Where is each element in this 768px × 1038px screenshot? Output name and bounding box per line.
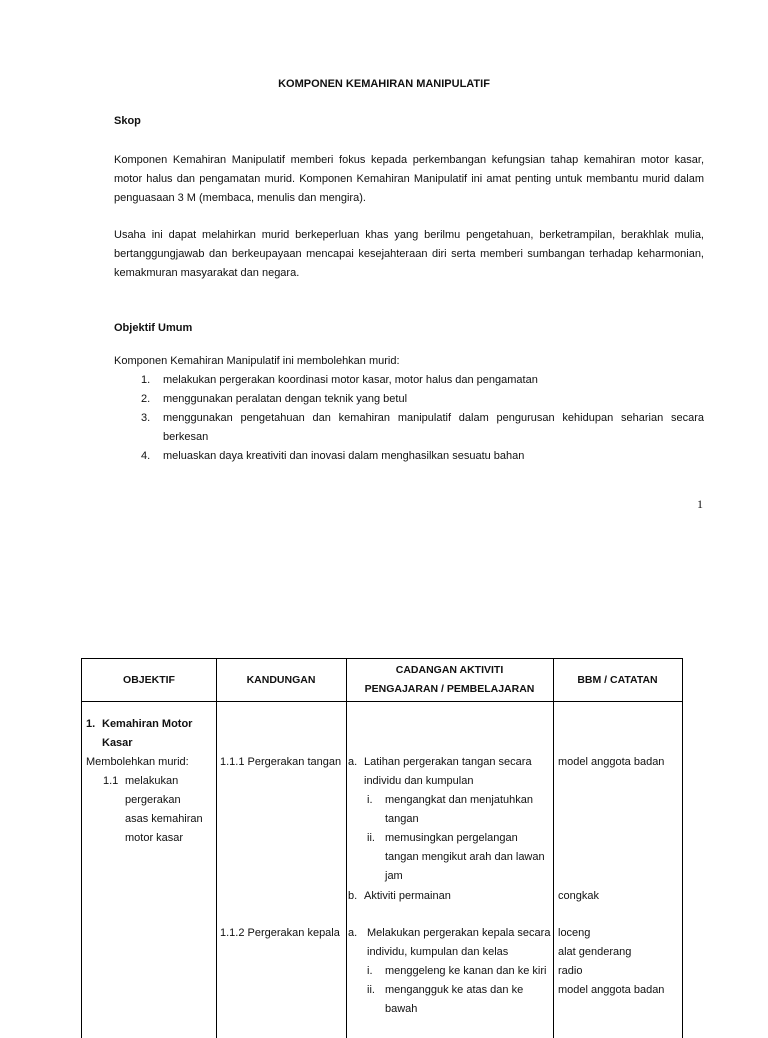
column-divider — [346, 659, 347, 1038]
list-item — [114, 409, 704, 447]
list-item — [114, 390, 704, 409]
objektif-title-line2: Kasar — [102, 737, 133, 749]
header-cadangan-line1: CADANGAN AKTIVITI — [395, 664, 504, 676]
aktiviti-sub-label: i. — [367, 794, 373, 806]
bbm-item: alat genderang — [558, 946, 632, 958]
objektif-intro: Membolehkan murid: — [86, 756, 189, 768]
header-divider — [82, 701, 682, 702]
list-item — [114, 447, 704, 466]
header-bbm-catatan: BBM / CATATAN — [577, 673, 658, 686]
aktiviti-sub-label: ii. — [367, 984, 375, 996]
bbm-item: model anggota badan — [558, 984, 665, 996]
aktiviti-sub-text: tangan mengikut arah dan lawan — [385, 851, 545, 863]
header-cadangan-line2: PENGAJARAN / PEMBELAJARAN — [364, 683, 535, 695]
header-kandungan: KANDUNGAN — [246, 673, 316, 686]
aktiviti-text: individu, kumpulan dan kelas — [367, 946, 509, 958]
bbm-item: congkak — [558, 890, 599, 902]
aktiviti-sub-text: memusingkan pergelangan — [385, 832, 518, 844]
aktiviti-text: individu dan kumpulan — [364, 775, 474, 787]
curriculum-table — [81, 658, 683, 1038]
objektif-sub-line: melakukan — [125, 775, 179, 787]
aktiviti-label: b. — [348, 890, 358, 902]
aktiviti-sub-text: tangan — [385, 813, 419, 825]
objektif-sub-number: 1.1 — [103, 775, 119, 787]
list-item — [114, 371, 704, 390]
skop-paragraph-1: Komponen Kemahiran Manipulatif memberi fokus kepada perkembangan kefungsian tahap kemahiran motor kasar, motor halus dan pengamatan murid. Komponen Kemahiran Manipulatif ini amat penting untuk membantu murid dalam penguasaan 3 M (membaca, menulis dan mengira). — [114, 154, 704, 204]
bbm-item: model anggota badan — [558, 756, 665, 768]
objektif-title-line1: Kemahiran Motor — [102, 718, 193, 730]
list-item-text: menggunakan pengetahuan dan kemahiran manipulatif dalam pengurusan kehidupan seharian secara berkesan — [163, 412, 704, 443]
aktiviti-sub-text: mengangguk ke atas dan ke — [385, 984, 524, 996]
objektif-sub-line: pergerakan — [125, 794, 181, 806]
objektif-umum-intro: Komponen Kemahiran Manipulatif ini membolehkan murid: — [114, 355, 400, 367]
page-number: 1 — [697, 497, 703, 511]
column-divider — [216, 659, 217, 1038]
objektif-umum-list — [114, 371, 704, 466]
aktiviti-label: a. — [348, 756, 358, 768]
skop-paragraph-2: Usaha ini dapat melahirkan murid berkeperluan khas yang berilmu pengetahuan, berketrampilan, berakhlak mulia, bertanggungjawab dan berkeupayaan mencapai kesejahteraan diri serta memberi sumbangan terhadap keharmonian, kemakmuran masyarakat dan negara. — [114, 229, 704, 279]
column-divider — [553, 659, 554, 1038]
kandungan-item: 1.1.1 Pergerakan tangan — [220, 756, 342, 768]
bbm-item: radio — [558, 965, 583, 977]
aktiviti-sub-label: ii. — [367, 832, 375, 844]
bbm-item: loceng — [558, 927, 591, 939]
aktiviti-text: Latihan pergerakan tangan secara — [364, 756, 532, 768]
aktiviti-sub-text: bawah — [385, 1003, 418, 1015]
kandungan-item: 1.1.2 Pergerakan kepala — [220, 927, 340, 939]
list-item-number: 1. — [141, 374, 151, 386]
header-objektif: OBJEKTIF — [123, 673, 175, 686]
aktiviti-sub-label: i. — [367, 965, 373, 977]
list-item-text: meluaskan daya kreativiti dan inovasi dalam menghasilkan sesuatu bahan — [163, 450, 525, 462]
document-title: KOMPONEN KEMAHIRAN MANIPULATIF — [278, 78, 490, 90]
list-item-text: melakukan pergerakan koordinasi motor kasar, motor halus dan pengamatan — [163, 374, 538, 386]
aktiviti-sub-text: menggeleng ke kanan dan ke kiri — [385, 965, 547, 977]
aktiviti-sub-text: mengangkat dan menjatuhkan — [385, 794, 533, 806]
objektif-sub-line: motor kasar — [125, 832, 184, 844]
list-item-number: 4. — [141, 450, 151, 462]
header-cadangan-aktiviti — [346, 659, 553, 701]
objektif-sub-line: asas kemahiran — [125, 813, 203, 825]
aktiviti-text: Melakukan pergerakan kepala secara — [367, 927, 551, 939]
objektif-number: 1. — [86, 718, 96, 730]
objektif-umum-heading: Objektif Umum — [114, 322, 193, 334]
aktiviti-text: Aktiviti permainan — [364, 890, 451, 902]
list-item-number: 3. — [141, 412, 151, 424]
skop-heading: Skop — [114, 115, 141, 127]
list-item-text: menggunakan peralatan dengan teknik yang betul — [163, 393, 408, 405]
list-item-number: 2. — [141, 393, 151, 405]
aktiviti-sub-text: jam — [385, 870, 403, 882]
aktiviti-label: a. — [348, 927, 358, 939]
